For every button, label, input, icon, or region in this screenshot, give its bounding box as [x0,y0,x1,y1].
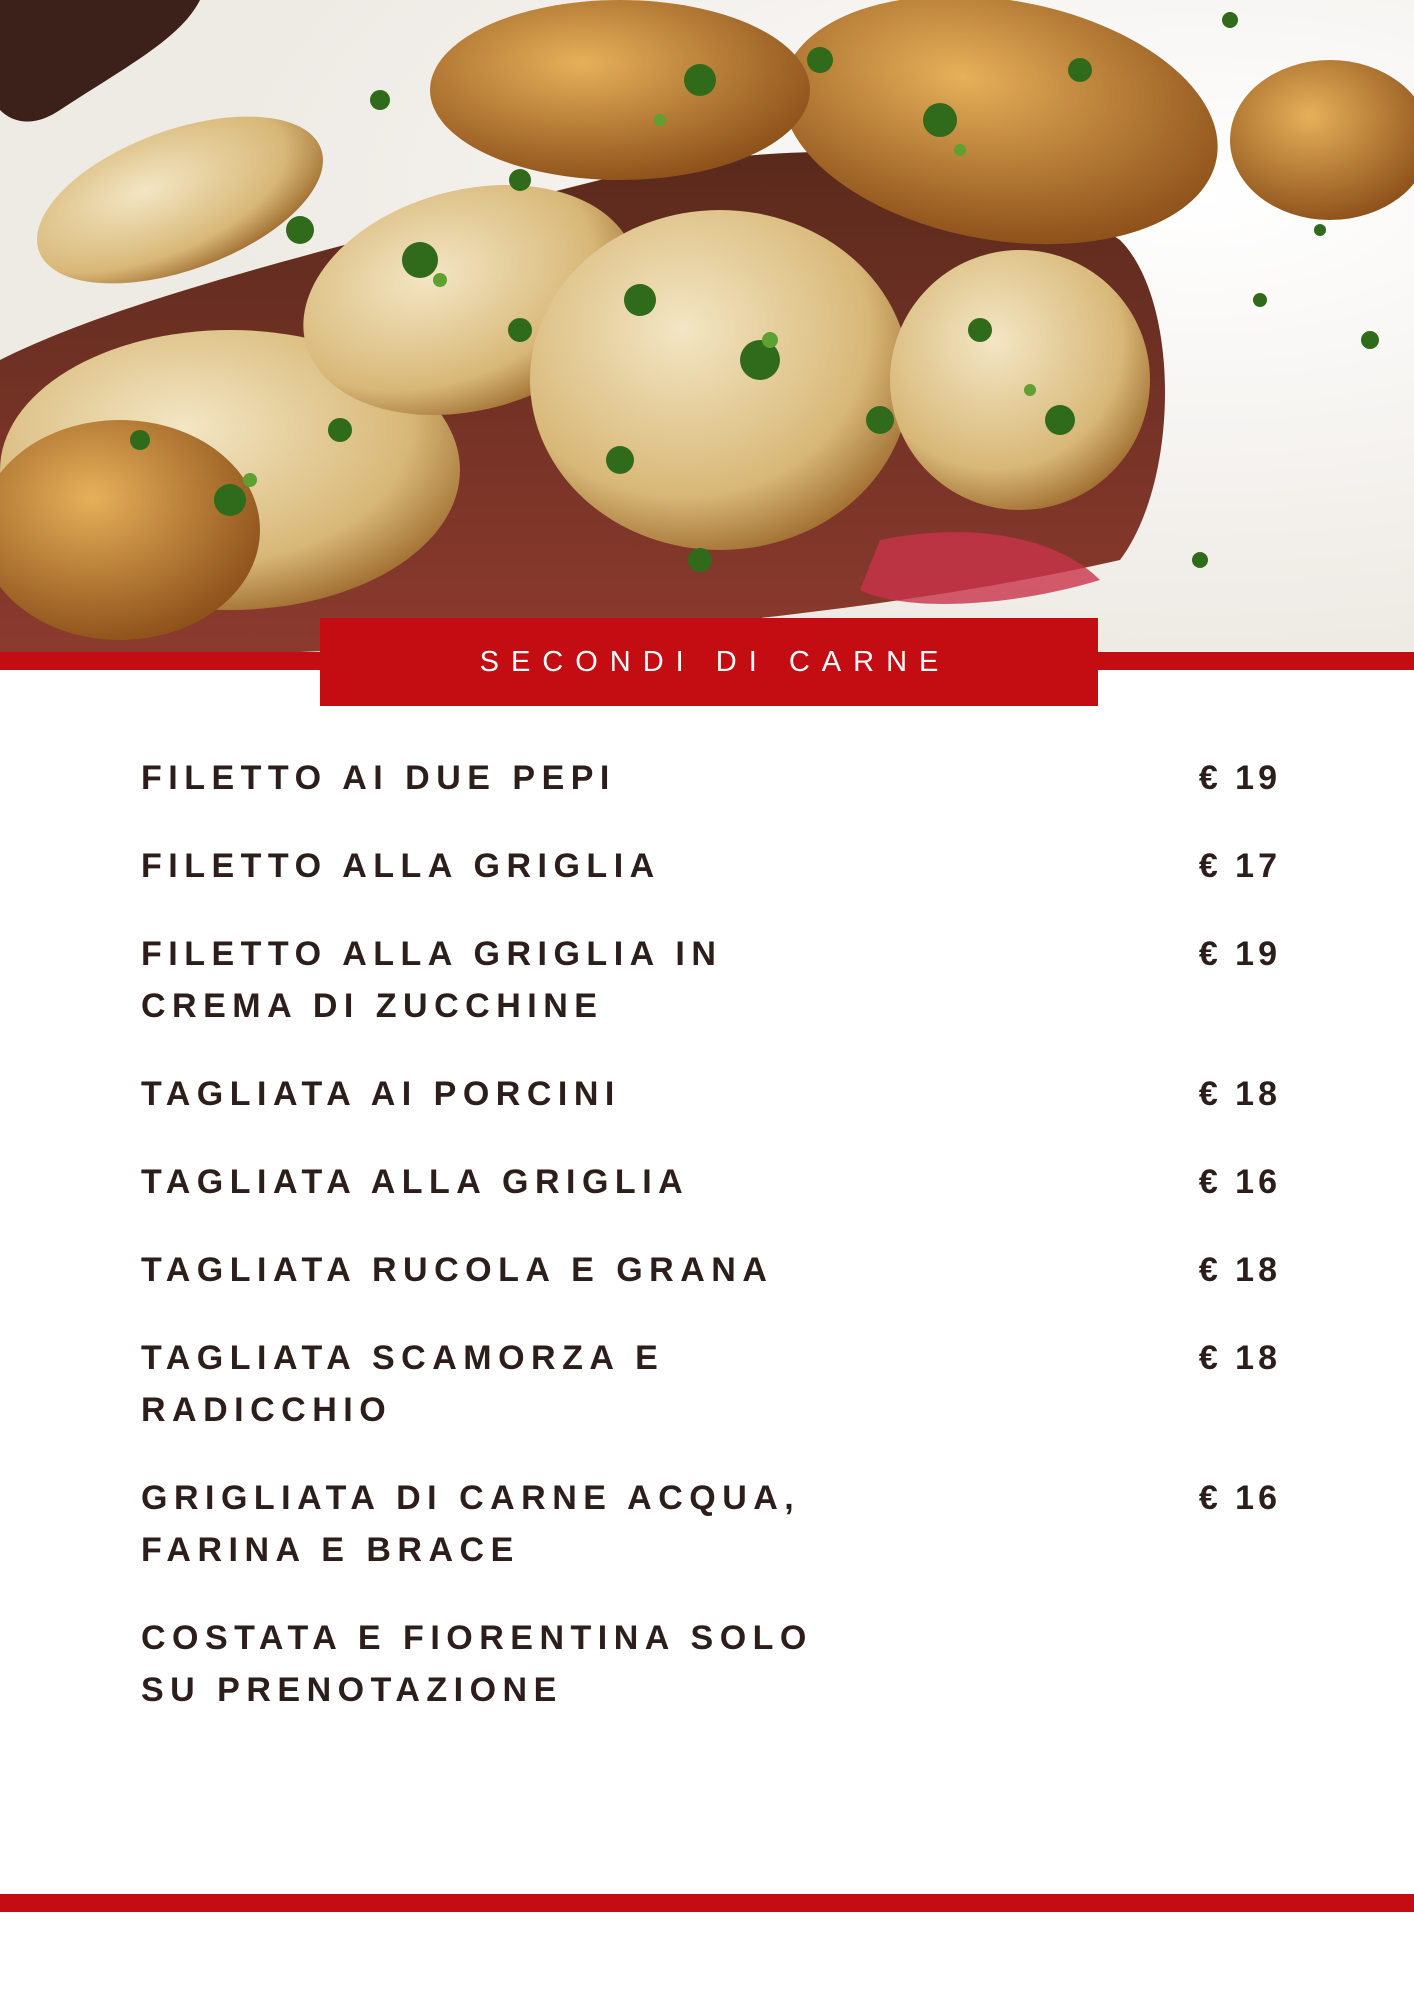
hero-food-photo [0,0,1414,652]
menu-item [141,1332,1281,1436]
menu-item-name: FILETTO ALLA GRIGLIA [141,847,661,885]
menu-item [141,840,1281,892]
menu-item-price: € 19 [1198,935,1281,973]
menu-item-price: € 18 [1198,1251,1281,1289]
bottom-divider-bar [0,1894,1414,1912]
menu-item-name: FILETTO ALLA GRIGLIA IN CREMA DI ZUCCHINE [141,935,723,1025]
menu-item-name: TAGLIATA SCAMORZA E RADICCHIO [141,1339,665,1429]
menu-item [141,1156,1281,1208]
menu-list [141,752,1281,1752]
menu-item-name: TAGLIATA RUCOLA E GRANA [141,1251,774,1289]
menu-item-price: € 19 [1198,759,1281,797]
menu-item [141,1472,1281,1576]
menu-item-name: GRIGLIATA DI CARNE ACQUA, FARINA E BRACE [141,1479,801,1569]
menu-item-name: TAGLIATA ALLA GRIGLIA [141,1163,690,1201]
menu-item-price: € 18 [1198,1075,1281,1113]
menu-item [141,1244,1281,1296]
menu-item [141,928,1281,1032]
menu-item-name: FILETTO AI DUE PEPI [141,759,616,797]
menu-item-price: € 17 [1198,847,1281,885]
menu-item-price: € 16 [1198,1163,1281,1201]
menu-item-name: COSTATA E FIORENTINA SOLO SU PRENOTAZIONE [141,1619,813,1709]
menu-item-name: TAGLIATA AI PORCINI [141,1075,621,1113]
menu-item [141,752,1281,804]
menu-item-price: € 18 [1198,1339,1281,1377]
menu-item [141,1068,1281,1120]
menu-item-price: € 16 [1198,1479,1281,1517]
section-banner [320,618,1098,706]
menu-item [141,1612,1281,1716]
section-title: SECONDI DI CARNE [479,645,951,678]
